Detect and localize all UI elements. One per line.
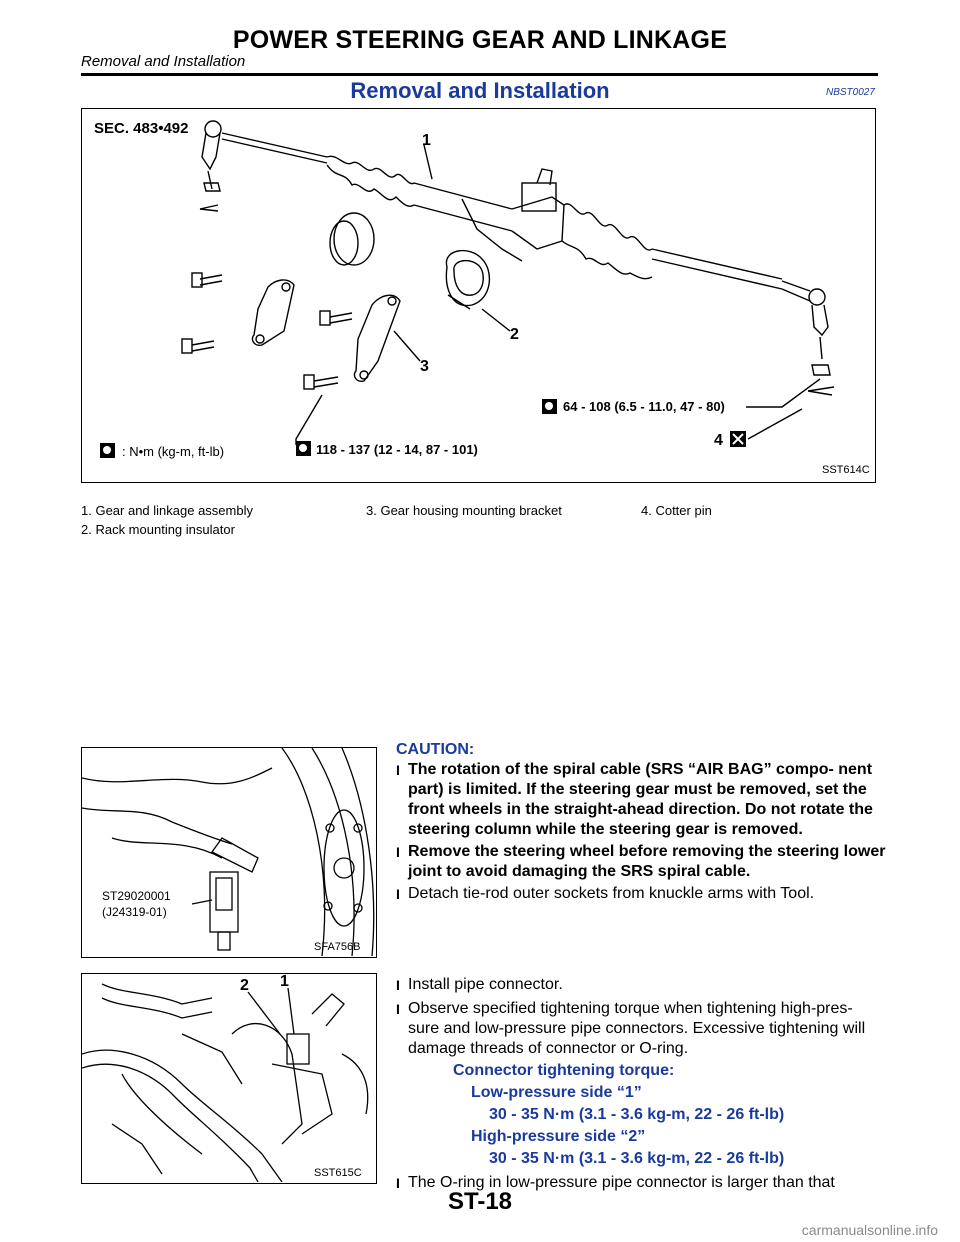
svg-text:2: 2	[510, 326, 519, 343]
watermark: carmanualsonline.info	[801, 1222, 938, 1238]
gear-housing-bracket-left	[182, 273, 294, 353]
caution-heading: CAUTION:	[396, 741, 475, 758]
sec-label: SEC. 483•492	[94, 120, 189, 137]
section-code: NBST0027	[826, 87, 875, 98]
tie-rod-removal-drawing	[82, 748, 375, 956]
caution-bullet: I The rotation of the spiral cable (SRS “AIR BAG” compo- nent part) is limited. If the steering gear must be removed, set the front wheels in the straight-ahead direction. Do not rotate the steering column while the steering gear is removed.	[396, 761, 873, 838]
legend-item: 1. Gear and linkage assembly	[81, 503, 253, 518]
caution-bullet: I Detach tie-rod outer sockets from knuckle arms with Tool.	[396, 885, 815, 902]
rack-mounting-insulator-left	[330, 213, 374, 265]
bullet-icon: I	[396, 977, 400, 993]
svg-text:1: 1	[422, 132, 431, 149]
gear-and-linkage-assembly	[327, 156, 782, 289]
callout-4	[714, 409, 802, 449]
pipe-connector-figure	[81, 973, 377, 1184]
left-tie-rod-end	[200, 121, 221, 211]
right-tie-rod-end	[782, 281, 834, 395]
tie-rod-removal-figure	[81, 747, 377, 958]
gear-housing-bracket-right	[304, 295, 400, 389]
left-tie-rod	[222, 133, 327, 163]
castle-nut-right	[812, 365, 830, 375]
torque-leader-b	[746, 379, 820, 407]
torque-leader-a	[296, 395, 322, 445]
header-divider	[81, 73, 878, 76]
caution-block	[396, 740, 888, 906]
torque-spec-a	[296, 441, 478, 457]
running-header-title: POWER STEERING GEAR AND LINKAGE	[232, 26, 728, 54]
figure-code: SST615C	[314, 1167, 362, 1179]
exploded-view-figure	[81, 108, 876, 483]
svg-text:64 - 108 (6.5 - 11.0, 47 - 80): 64 - 108 (6.5 - 11.0, 47 - 80)	[563, 399, 725, 414]
callout-2	[482, 309, 519, 343]
svg-text:4: 4	[714, 432, 723, 449]
bullet-icon: I	[396, 886, 400, 902]
section-title: Removal and Installation	[350, 78, 610, 103]
pipe-connector-drawing	[82, 974, 375, 1182]
legend-item: 4. Cotter pin	[641, 503, 712, 518]
figure-code: SFA756B	[314, 941, 361, 953]
bullet-icon: I	[396, 762, 400, 778]
bullet-icon: I	[396, 1175, 400, 1191]
svg-text:: N•m (kg-m, ft-lb): : N•m (kg-m, ft-lb)	[122, 444, 225, 459]
install-bullet: I The O-ring in low-pressure pipe connector is larger than that	[396, 1174, 835, 1191]
high-pressure-torque: 30 - 35 N·m (3.1 - 3.6 kg-m, 22 - 26 ft-lb)	[489, 1150, 785, 1167]
caution-bullet: I Remove the steering wheel before removing the steering lower joint to avoid damaging the SRS spiral cable.	[396, 843, 886, 880]
callout-2: 2	[240, 977, 249, 994]
page-code: ST-18	[447, 1188, 513, 1215]
exploded-view-drawing	[82, 109, 877, 484]
legend-item: 3. Gear housing mounting bracket	[366, 503, 562, 518]
torque-spec-b	[542, 399, 725, 414]
low-pressure-label: Low-pressure side “1”	[471, 1084, 642, 1101]
install-bullet: I Install pipe connector.	[396, 976, 563, 993]
callout-1	[422, 132, 432, 179]
bullet-icon: I	[396, 844, 400, 860]
callout-1: 1	[280, 974, 289, 990]
rack-mounting-insulator-right	[446, 251, 489, 309]
install-bullet: I Observe specified tightening torque when tightening high-pres- sure and low-pressure pipe connectors. Excessive tightening will damage threads of connector or O-ring.	[396, 1000, 866, 1057]
svg-text:118 - 137 (12 - 14, 87 - 101): 118 - 137 (12 - 14, 87 - 101)	[316, 442, 478, 457]
tool-number-alt: (J24319-01)	[102, 905, 167, 919]
torque-legend	[100, 443, 224, 459]
low-pressure-torque: 30 - 35 N·m (3.1 - 3.6 kg-m, 22 - 26 ft-lb)	[489, 1106, 785, 1123]
svg-text:3: 3	[420, 358, 429, 375]
tool-number: ST29020001	[102, 889, 171, 903]
callout-3	[394, 331, 429, 375]
install-block	[396, 975, 888, 1195]
high-pressure-label: High-pressure side “2”	[471, 1128, 646, 1145]
bullet-icon: I	[396, 1001, 400, 1017]
torque-heading: Connector tightening torque:	[453, 1062, 675, 1079]
running-header-subtitle: Removal and Installation	[81, 53, 246, 70]
legend-item: 2. Rack mounting insulator	[81, 522, 235, 537]
figure-code: SST614C	[822, 464, 870, 476]
